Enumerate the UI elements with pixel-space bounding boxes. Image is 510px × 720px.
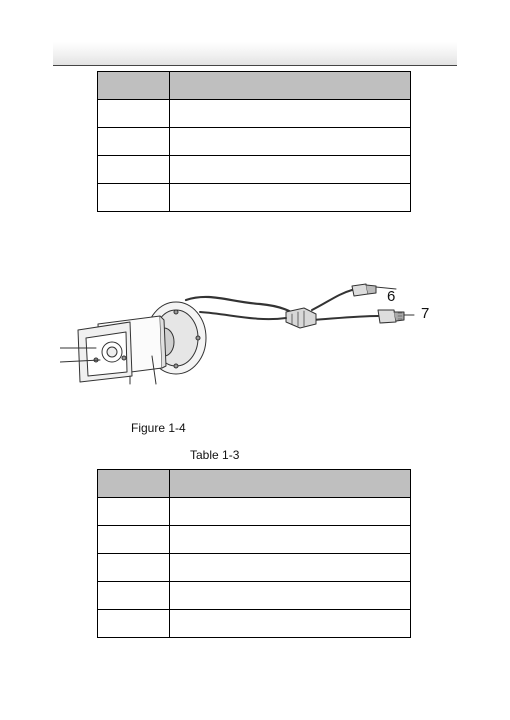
table-row bbox=[98, 582, 411, 610]
table-cell bbox=[170, 100, 411, 128]
table-caption: Table 1-3 bbox=[190, 448, 240, 462]
callout-7: 7 bbox=[421, 305, 430, 322]
table-row bbox=[98, 128, 411, 156]
table-cell bbox=[98, 498, 170, 526]
table-cell bbox=[170, 610, 411, 638]
table-row bbox=[98, 554, 411, 582]
table-header-row bbox=[98, 72, 411, 100]
camera-figure bbox=[60, 278, 440, 408]
table-cell bbox=[98, 554, 170, 582]
table-cell bbox=[98, 128, 170, 156]
table-cell bbox=[98, 526, 170, 554]
table-row bbox=[98, 498, 411, 526]
table-cell bbox=[98, 72, 170, 100]
table-row bbox=[98, 610, 411, 638]
table-cell bbox=[98, 100, 170, 128]
table-cell bbox=[170, 526, 411, 554]
page-header-rule bbox=[53, 65, 457, 66]
table-cell bbox=[170, 72, 411, 100]
spec-table-bottom bbox=[97, 469, 411, 638]
table-row bbox=[98, 184, 411, 212]
table-cell bbox=[170, 554, 411, 582]
table-cell bbox=[170, 582, 411, 610]
page-header-band bbox=[53, 42, 457, 65]
figure-caption: Figure 1-4 bbox=[131, 421, 186, 435]
table-cell bbox=[98, 470, 170, 498]
callout-6: 6 bbox=[387, 288, 396, 305]
table-cell bbox=[170, 156, 411, 184]
table-cell bbox=[170, 184, 411, 212]
table-row bbox=[98, 526, 411, 554]
table-cell bbox=[170, 470, 411, 498]
table-cell bbox=[98, 156, 170, 184]
table-row bbox=[98, 100, 411, 128]
spec-table-top bbox=[97, 71, 411, 212]
table-row bbox=[98, 156, 411, 184]
table-cell bbox=[98, 582, 170, 610]
table-cell bbox=[98, 610, 170, 638]
table-cell bbox=[170, 128, 411, 156]
table-header-row bbox=[98, 470, 411, 498]
table-cell bbox=[98, 184, 170, 212]
table-cell bbox=[170, 498, 411, 526]
